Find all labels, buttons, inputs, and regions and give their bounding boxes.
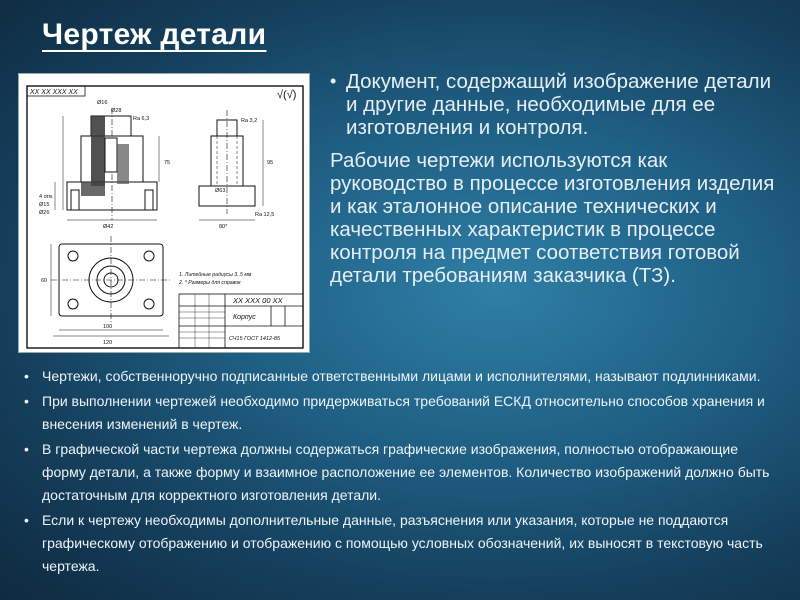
stamp-code: ХХ ХХХ 00 ХХ (233, 296, 283, 305)
dim-d2: Ø28 (111, 108, 122, 114)
dim-h3: 95 (267, 160, 274, 166)
page-title: Чертеж детали (42, 18, 267, 51)
definition-bullet: • Документ, содержащий изображение детали и другие данные, необходимые для ее изготовления и контроля. (330, 70, 785, 139)
dim-d1: Ø16 (97, 100, 108, 106)
stamp-material: СЧ15 ГОСТ 1412-85 (229, 336, 281, 342)
dim-r2: Ra 3,2 (241, 118, 258, 124)
list-item: • Если к чертежу необходимы дополнительные данные, разъяснения или указания, которые не поддаются графическому отображению и отображению с помощью условных обозначений, их выносят в текстовую часть чертежа. (20, 509, 780, 578)
dim-w2: 120 (103, 340, 113, 346)
list-item: • В графической части чертежа должны содержаться графические изображения, полностью отображающие форму детали, а также форму и взаимное расположение ее элементов. Количество изображений должно быть достаточным для корректного изготовления детали. (20, 438, 780, 507)
drawing-note-1: 1. Литейные радиусы 3..5 мм (179, 272, 252, 278)
usage-paragraph: Рабочие чертежи используются как руководство в процессе изготовления изделия и как эталонное описание технических и качественных характеристик в процессе контроля на предмет соответствия готовой детали требованиям заказчика (ТЗ). (330, 149, 775, 287)
drawing-note-2: 2. * Размеры для справок (179, 280, 241, 286)
drawing-code-top: ХХ ХХ ХХХ ХХ (30, 89, 78, 96)
dim-d5: Ø63 (215, 188, 226, 194)
dim-d7: Ø15 (39, 202, 50, 208)
dim-d3: Ø42 (103, 224, 114, 230)
dim-w1: 100 (103, 324, 113, 330)
dim-w3: 80* (219, 224, 228, 230)
requirements-list (20, 365, 780, 580)
description-column (330, 70, 785, 287)
list-item: • Чертежи, собственноручно подписанные ответственными лицами и исполнителями, называют подлинниками. (20, 365, 780, 388)
dim-holes: 4 отв. (39, 194, 54, 200)
stamp-name: Корпус (233, 314, 256, 321)
roughness-symbol: √(√) (277, 89, 297, 101)
dim-r1: Ra 6,3 (133, 116, 150, 122)
dim-r3: Ra 12,5 (255, 212, 275, 218)
dim-h4: 60 (41, 278, 48, 284)
list-item: • При выполнении чертежей необходимо придерживаться требований ЕСКД относительно способов хранения и внесения изменений в чертеж. (20, 390, 780, 436)
technical-drawing-image (18, 73, 310, 353)
dim-h1: 75 (164, 160, 171, 166)
dim-d8: Ø26 (39, 210, 50, 216)
